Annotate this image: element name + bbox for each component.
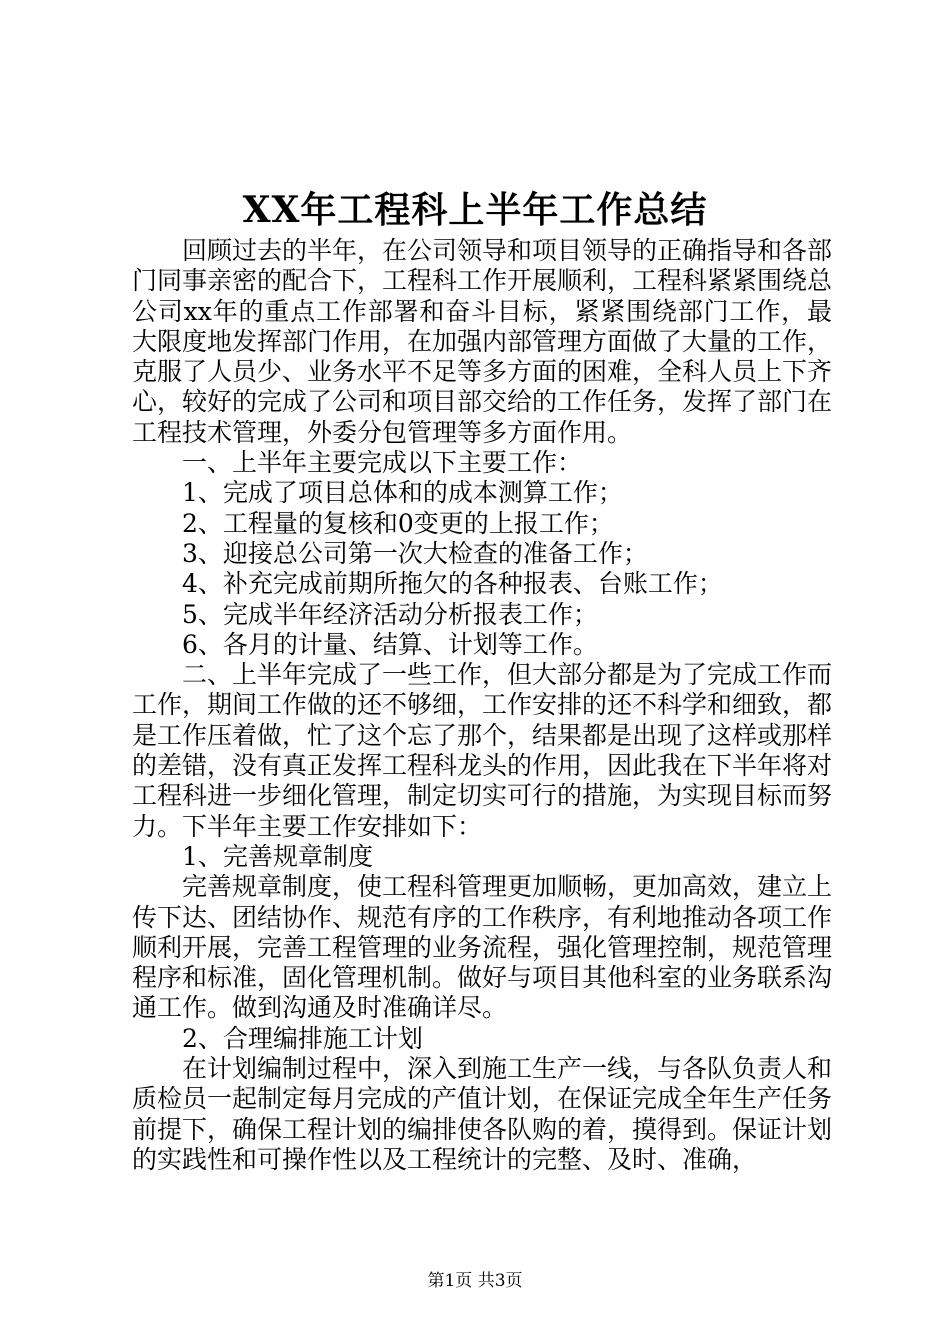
document-title: XX年工程科上半年工作总结: [242, 189, 708, 231]
list-item: 5、完成半年经济活动分析报表工作；: [182, 599, 598, 629]
list-item: 6、各月的计量、结算、计划等工作。: [182, 629, 598, 659]
list-item: 3、迎接总公司第一次大检查的准备工作；: [182, 538, 648, 568]
subsection-heading: 2、合理编排施工计划: [182, 1023, 423, 1053]
list-item: 1、完成了项目总体和的成本测算工作；: [182, 478, 623, 508]
list-item: 2、工程量的复核和0变更的上报工作；: [182, 508, 614, 538]
page-footer: 第1页 共3页: [427, 1271, 523, 1291]
paragraph: 完善规章制度，使工程科管理更加顺畅，更加高效，建立上传下达、团结协作、规范有序的工作秩序，有利地推动各项工作顺利开展，完善工程管理的业务流程，强化管理控制，规范管理程序和标准，固化管理机制。做好与项目其他科室的业务联系沟通工作。做到沟通及时准确详尽。: [132, 872, 833, 1023]
list-item: 4、补充完成前期所拖欠的各种报表、台账工作；: [182, 569, 723, 599]
paragraph: 在计划编制过程中，深入到施工生产一线，与各队负责人和质检员一起制定每月完成的产值计划，在保证完成全年生产任务前提下，确保工程计划的编排使各队购的着，摸得到。保证计划的实践性和可操作性以及工程统计的完整、及时、准确，: [132, 1054, 833, 1174]
paragraph-intro: 回顾过去的半年，在公司领导和项目领导的正确指导和各部门同事亲密的配合下，工程科工作开展顺利，工程科紧紧围绕总公司xx年的重点工作部署和奋斗目标，紧紧围绕部门工作，最大限度地发挥部门作用，在加强内部管理方面做了大量的工作，克服了人员少、业务水平不足等多方面的困难，全科人员上下齐心，较好的完成了公司和项目部交给的工作任务，发挥了部门在工程技术管理，外委分包管理等多方面作用。: [132, 236, 833, 447]
section-heading-1: 一、上半年主要完成以下主要工作：: [182, 448, 583, 478]
document-body: [132, 236, 832, 1175]
subsection-heading: 1、完善规章制度: [182, 841, 373, 871]
section-heading-2: 二、上半年完成了一些工作，但大部分都是为了完成工作而工作，期间工作做的还不够细，工作安排的还不科学和细致，都是工作压着做，忙了这个忘了那个，结果都是出现了这样或那样的差错，没有真正发挥工程科龙头的作用，因此我在下半年将对工程科进一步细化管理，制定切实可行的措施，为实现目标而努力。下半年主要工作安排如下：: [132, 660, 833, 841]
